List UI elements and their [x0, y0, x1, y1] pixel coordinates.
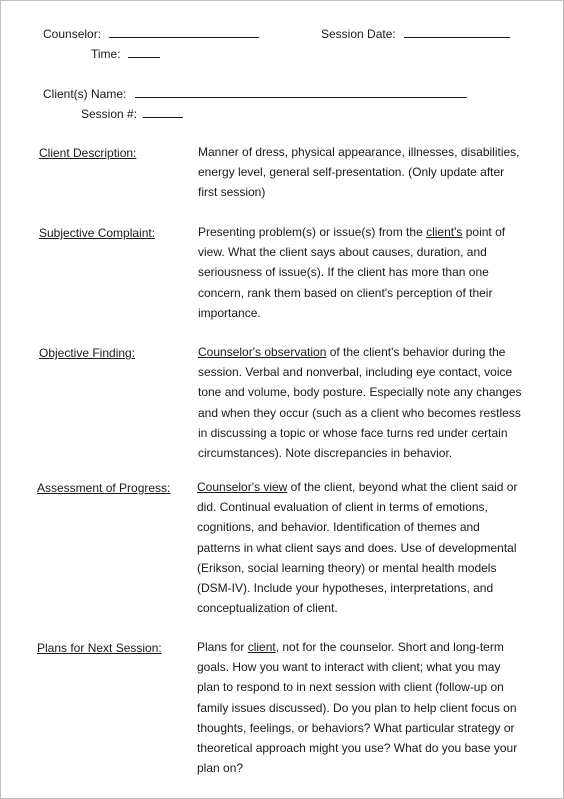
counselor-blank [109, 26, 259, 38]
time-label: Time: [91, 47, 121, 61]
objective-finding-label: Objective Finding: [39, 346, 136, 360]
counselor-field [43, 26, 259, 41]
clients-name-blank [135, 86, 467, 98]
session-number-blank [143, 106, 183, 118]
plans-next-session-text: Plans for client, not for the counselor. Short and long-term goals. How you want to interact with client; what you may plan to respond to in next session with client (follow-up on family issues discussed). Do you plan to help client focus on thoughts, feelings, or behaviors? What particular strategy or theoretical approach might you use? What do you base your plan on? [197, 640, 518, 776]
time-field [91, 46, 160, 61]
objective-finding-text: Counselor's observation of the client's behavior during the session. Verbal and nonverbal, including eye contact, voice tone and volume, body posture. Especially note any changes and when they occur (such as a client who becomes restless in discussing a topic or whose face turns red under certain circumstances). Note discrepancies in behavior. [198, 345, 522, 461]
time-blank [128, 46, 160, 58]
subjective-complaint-label: Subjective Complaint: [39, 226, 156, 240]
assessment-of-progress-text: Counselor's view of the client, beyond what the client said or did. Continual evaluation of client in terms of emotions, cognitions, and behavior. Identification of themes and patterns in what client says and does. Use of developmental (Erikson, social learning theory) or mental health models (DSM-IV). Include your hypotheses, interpretations, and conceptualization of client. [197, 480, 518, 616]
session-date-blank [404, 26, 510, 38]
session-number-field [81, 106, 183, 121]
client-description-text: Manner of dress, physical appearance, illnesses, disabilities, energy level, general self-presentation. (Only update after first session) [198, 145, 520, 200]
client-description-label: Client Description: [39, 146, 137, 160]
assessment-of-progress-label: Assessment of Progress: [37, 481, 171, 495]
subjective-complaint-text: Presenting problem(s) or issue(s) from the client's point of view. What the client says about causes, duration, and seriousness of issue(s). If the client has more than one concern, rank them based on client's perception of their importance. [198, 225, 506, 320]
plans-next-session-label: Plans for Next Session: [37, 641, 162, 655]
clients-name-label: Client(s) Name: [43, 87, 127, 101]
session-date-label: Session Date: [321, 27, 396, 41]
clients-name-field [43, 86, 467, 101]
counselor-label: Counselor: [43, 27, 102, 41]
session-date-field [321, 26, 510, 41]
session-number-label: Session #: [81, 107, 138, 121]
